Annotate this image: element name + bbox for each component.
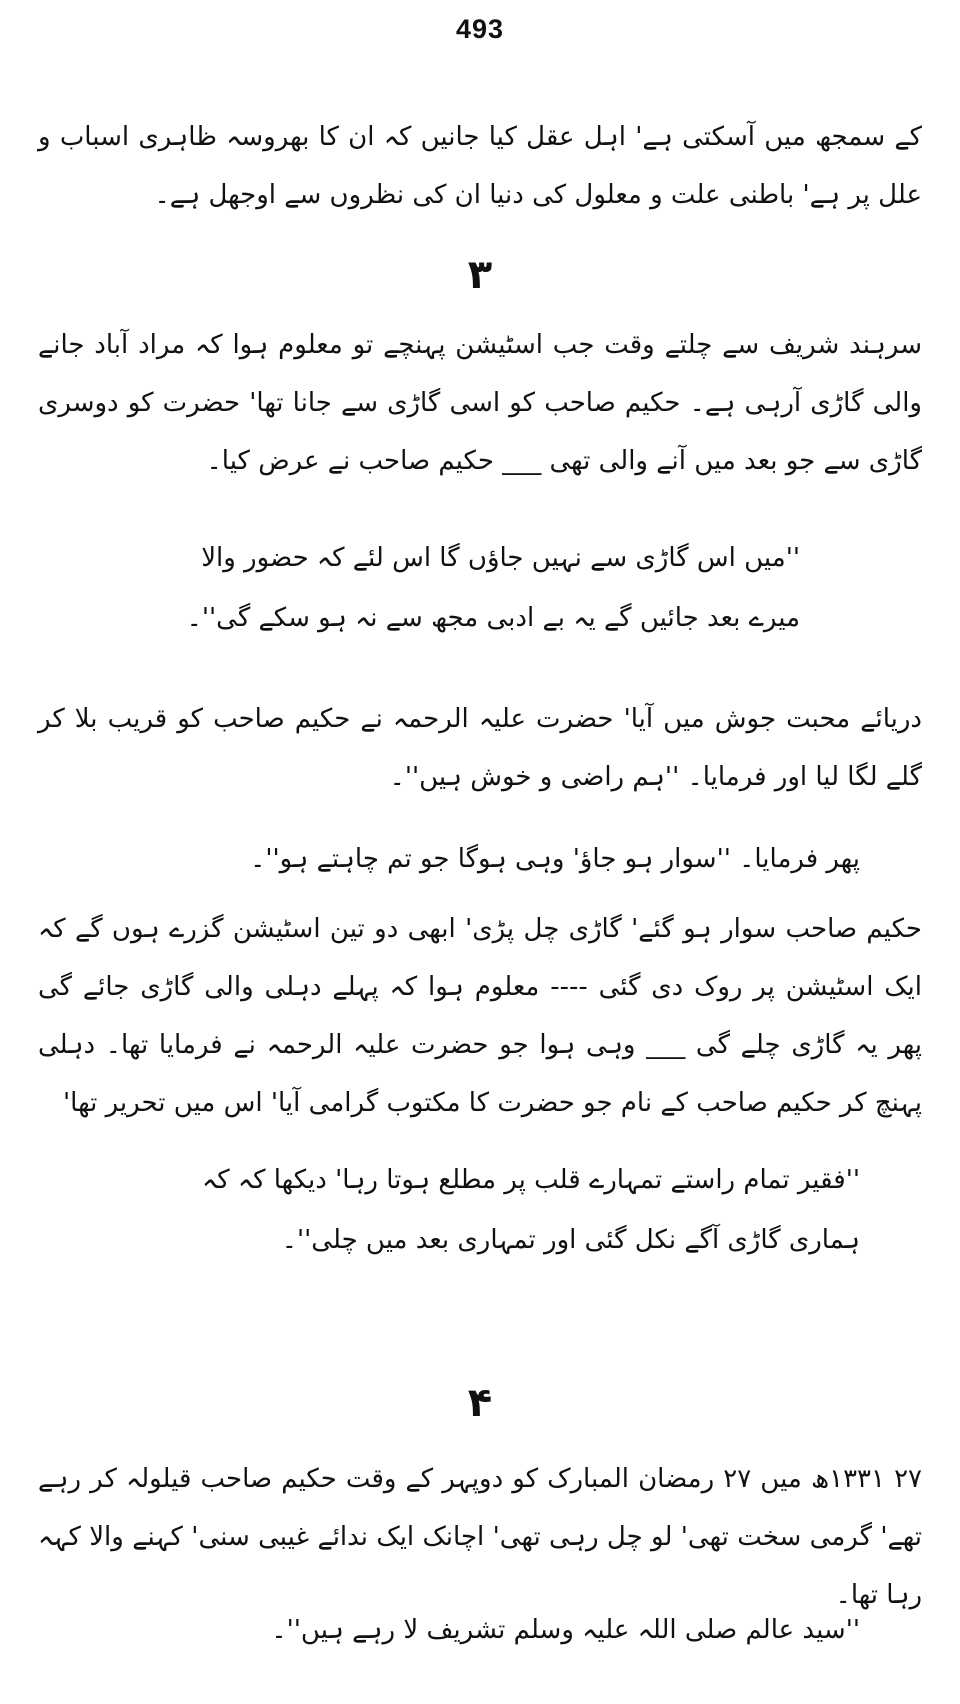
quote-3: ''سید عالم صلی اللہ علیہ وسلم تشریف لا رہے ہیں''۔ — [271, 1615, 860, 1645]
page-number: 493 — [455, 14, 505, 44]
section-3-heading: ۳ — [467, 252, 493, 298]
intro-paragraph: کے سمجھ میں آسکتی ہے' اہل عقل کیا جانیں کہ ان کا بھروسہ ظاہری اسباب و علل پر ہے' باطنی علت و معلول کی دنیا ان کی نظروں سے اوجھل ہے۔ — [38, 122, 922, 210]
quote-1: ''میں اس گاڑی سے نہیں جاؤں گا اس لئے کہ حضور والا میرے بعد جائیں گے یہ بے ادبی مجھ سے نہ ہو سکے گی''۔ — [186, 543, 800, 633]
section-4-heading: ۴ — [467, 1380, 493, 1426]
section-3-paragraph-3: پھر فرمایا۔ ''سوار ہو جاؤ' وہی ہوگا جو تم چاہتے ہو''۔ — [250, 844, 860, 874]
section-3-paragraph-2: دریائے محبت جوش میں آیا' حضرت علیہ الرحمہ نے حکیم صاحب کو قریب بلا کر گلے لگا لیا اور فرمایا۔ ''ہم راضی و خوش ہیں''۔ — [38, 704, 922, 792]
section-4-paragraph-1: ۲۷ ۱۳۳۱ھ میں ۲۷ رمضان المبارک کو دوپہر کے وقت حکیم صاحب قیلولہ کر رہے تھے' گرمی سخت تھی' لو چل رہی تھی' اچانک ایک ندائے غیبی سنی' کہنے والا کہہ رہا تھا۔ — [38, 1464, 923, 1610]
section-3-paragraph-4: حکیم صاحب سوار ہو گئے' گاڑی چل پڑی' ابھی دو تین اسٹیشن گزرے ہوں گے کہ ایک اسٹیشن پر روک دی گئی ---- معلوم ہوا کہ پہلے دہلی والی گاڑی جائے گی پھر یہ گاڑی چلے گی ___ وہی ہوا جو حضرت علیہ الرحمہ نے فرمایا تھا۔ دہلی پہنچ کر حکیم صاحب کے نام جو حضرت کا مکتوب گرامی آیا' اس میں تحریر تھا' — [38, 914, 922, 1118]
section-3-paragraph-1: سرہند شریف سے چلتے وقت جب اسٹیشن پہنچے تو معلوم ہوا کہ مراد آباد جانے والی گاڑی آرہی ہے۔ حکیم صاحب کو اسی گاڑی سے جانا تھا' حضرت کو دوسری گاڑی سے جو بعد میں آنے والی تھی ___ حکیم صاحب نے عرض کیا۔ — [38, 330, 922, 476]
quote-2: ''فقیر تمام راستے تمہارے قلب پر مطلع ہوتا رہا' دیکھا کہ کہ ہماری گاڑی آگے نکل گئی اور تمہاری بعد میں چلی''۔ — [202, 1165, 860, 1255]
